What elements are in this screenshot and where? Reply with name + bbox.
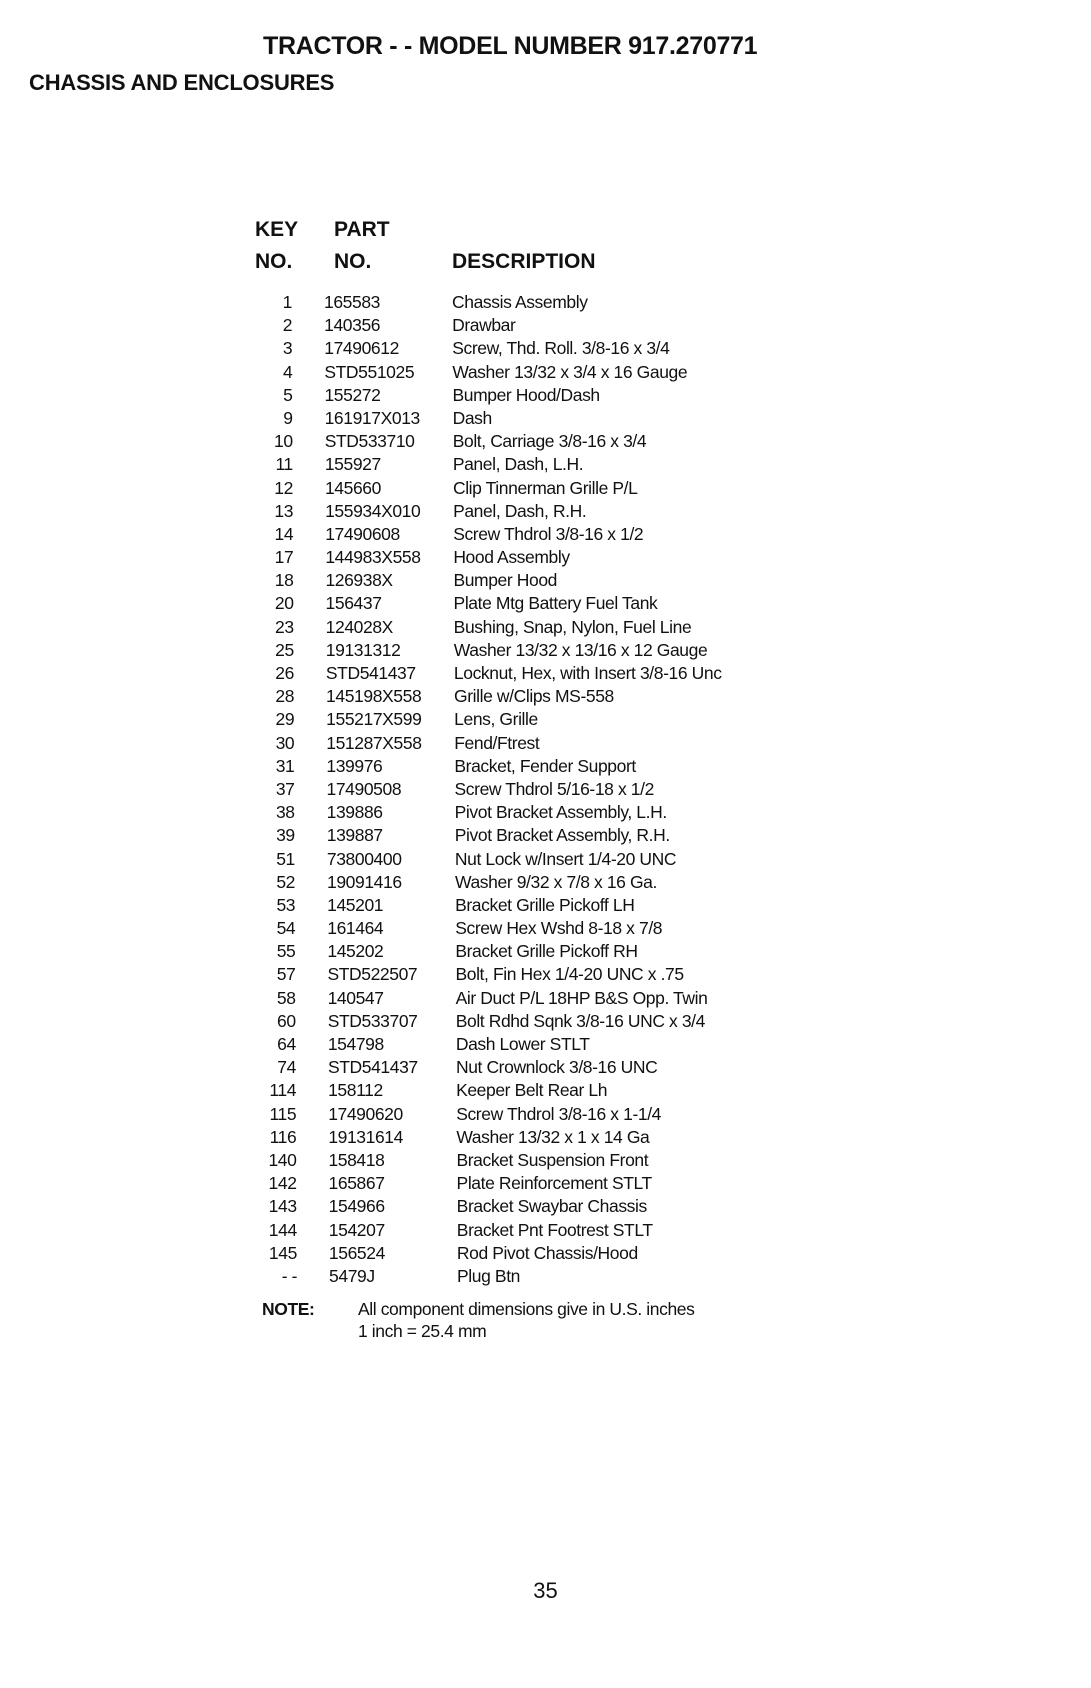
parts-row: [242, 663, 800, 686]
part-description: Bracket Grille Pickoff RH: [455, 941, 638, 962]
part-description: Bracket Pnt Footrest STLT: [456, 1219, 653, 1240]
parts-row: [243, 941, 800, 964]
key-number: 38: [275, 802, 295, 823]
key-number: 18: [274, 570, 294, 591]
part-number: 124028X: [325, 616, 393, 637]
key-number: 29: [275, 709, 295, 730]
part-number: 161464: [327, 918, 384, 939]
key-number: 52: [276, 871, 295, 892]
part-number: 19131614: [328, 1126, 403, 1147]
key-number: 145: [268, 1242, 297, 1263]
key-number: 14: [274, 523, 294, 544]
part-description: Nut Crownlock 3/8-16 UNC: [455, 1057, 658, 1078]
parts-row: [243, 849, 800, 872]
part-description: Hood Assembly: [453, 547, 570, 568]
part-description: Screw Thdrol 3/8-16 x 1/2: [453, 523, 644, 544]
parts-row: [243, 964, 800, 987]
part-number: 73800400: [326, 848, 402, 869]
part-number: 154966: [328, 1196, 385, 1217]
parts-row: [240, 315, 800, 338]
key-number: 60: [277, 1010, 296, 1031]
parts-row: [245, 1220, 800, 1243]
parts-row: [242, 709, 800, 732]
part-description: Panel, Dash, R.H.: [453, 500, 587, 521]
part-number: 145202: [327, 941, 384, 962]
key-number: 39: [276, 825, 295, 846]
part-description: Chassis Assembly: [452, 292, 588, 312]
page-title: TRACTOR - - MODEL NUMBER 917.270771: [263, 32, 758, 60]
parts-row: [244, 1150, 800, 1173]
part-number: 17490508: [326, 778, 402, 799]
parts-row: [242, 593, 800, 616]
part-description: Dash: [452, 407, 492, 428]
key-number: 23: [275, 616, 294, 637]
key-number: 11: [275, 454, 293, 475]
part-description: Plate Reinforcement STLT: [456, 1173, 652, 1194]
column-header-part-line1: PART: [334, 218, 390, 241]
parts-row: [242, 640, 800, 663]
part-description: Bolt, Carriage 3/8-16 x 3/4: [452, 431, 647, 452]
key-number: 1: [282, 292, 292, 312]
parts-row: [242, 686, 800, 709]
parts-row: [241, 570, 800, 593]
part-description: Screw Thdrol 3/8-16 x 1-1/4: [456, 1103, 662, 1124]
part-description: Grille w/Clips MS-558: [454, 686, 614, 707]
parts-row: [240, 292, 800, 315]
key-number: 10: [274, 431, 293, 452]
part-number: 145660: [324, 477, 381, 498]
part-description: Washer 13/32 x 13/16 x 12 Gauge: [453, 639, 708, 660]
part-number: STD533707: [327, 1010, 418, 1031]
part-number: 158112: [328, 1080, 383, 1101]
part-description: Pivot Bracket Assembly, L.H.: [454, 802, 667, 823]
key-number: 116: [269, 1126, 297, 1147]
part-number: 145201: [327, 894, 384, 915]
part-number: 155272: [324, 384, 381, 405]
key-number: 57: [276, 964, 296, 985]
key-number: 5: [283, 384, 293, 405]
parts-row: [244, 1104, 800, 1127]
parts-row: [241, 478, 800, 501]
part-number: 140356: [324, 315, 381, 336]
part-number: 144983X558: [325, 547, 421, 568]
key-number: 55: [276, 941, 296, 962]
part-description: Washer 9/32 x 7/8 x 16 Ga.: [455, 871, 657, 892]
section-title: CHASSIS AND ENCLOSURES: [29, 70, 335, 95]
part-description: Nut Lock w/Insert 1/4-20 UNC: [454, 848, 677, 869]
parts-row: [244, 1011, 800, 1034]
part-number: 17490620: [328, 1103, 403, 1124]
part-description: Keeper Belt Rear Lh: [456, 1080, 608, 1101]
part-number: 140547: [327, 987, 384, 1008]
part-number: 145198X558: [326, 686, 422, 707]
part-description: Air Duct P/L 18HP B&S Opp. Twin: [455, 987, 708, 1008]
parts-row: [242, 756, 800, 779]
parts-row: [244, 1034, 800, 1057]
parts-row: [243, 918, 800, 941]
part-number: 158418: [328, 1149, 385, 1170]
key-number: 58: [276, 987, 296, 1008]
part-number: 139976: [326, 755, 383, 776]
key-number: 20: [274, 593, 294, 614]
parts-row: [245, 1196, 800, 1219]
part-number: 19091416: [327, 871, 402, 892]
column-header-key-line2: NO.: [255, 250, 293, 273]
part-number: 154207: [328, 1219, 385, 1240]
key-number: 140: [268, 1149, 297, 1170]
parts-row: [245, 1266, 800, 1289]
part-description: Bracket Swaybar Chassis: [456, 1196, 647, 1217]
part-description: Drawbar: [452, 315, 516, 336]
part-number: 154798: [327, 1034, 384, 1054]
part-number: 156437: [325, 593, 382, 614]
part-number: 139887: [326, 825, 383, 846]
part-number: 19131312: [325, 639, 401, 660]
parts-row: [240, 338, 800, 361]
column-header-part-line2: NO.: [334, 250, 372, 273]
key-number: 25: [275, 639, 294, 660]
part-description: Washer 13/32 x 1 x 14 Ga: [456, 1126, 650, 1147]
key-number: 26: [275, 663, 294, 683]
note-label: NOTE:: [262, 1299, 315, 1319]
part-number: 155217X599: [326, 709, 422, 730]
column-header-description: DESCRIPTION: [452, 250, 596, 273]
parts-row: [240, 362, 800, 385]
part-description: Bolt, Fin Hex 1/4-20 UNC x .75: [455, 964, 684, 985]
part-description: Dash Lower STLT: [455, 1034, 590, 1054]
parts-row: [245, 1173, 800, 1196]
parts-row: [243, 895, 800, 918]
parts-row: [244, 1080, 800, 1103]
key-number: 13: [274, 500, 294, 521]
parts-row: [243, 825, 800, 848]
part-description: Panel, Dash, L.H.: [452, 454, 584, 475]
key-number: 143: [268, 1196, 297, 1217]
key-number: 28: [275, 686, 295, 707]
parts-row: [244, 1057, 800, 1080]
part-description: Screw Thdrol 5/16-18 x 1/2: [454, 778, 654, 799]
parts-row: [241, 524, 800, 547]
parts-row: [241, 431, 800, 454]
parts-row: [244, 988, 800, 1011]
key-number: 114: [269, 1080, 297, 1101]
part-description: Bushing, Snap, Nylon, Fuel Line: [453, 616, 692, 637]
part-number: 165583: [324, 292, 380, 312]
part-description: Fend/Ftrest: [454, 732, 540, 753]
column-header-key-line1: KEY: [255, 218, 299, 241]
part-description: Bolt Rdhd Sqnk 3/8-16 UNC x 3/4: [455, 1010, 705, 1031]
part-description: Bracket, Fender Support: [454, 755, 636, 776]
part-description: Screw, Thd. Roll. 3/8-16 x 3/4: [452, 338, 670, 359]
part-description: Locknut, Hex, with Insert 3/8-16 Unc: [453, 663, 722, 683]
part-number: 156524: [328, 1242, 385, 1263]
key-number: 17: [274, 547, 294, 568]
key-number: 64: [277, 1034, 296, 1054]
key-number: 9: [283, 407, 293, 428]
part-number: 17490608: [325, 523, 400, 544]
parts-row: [241, 408, 800, 431]
key-number: 144: [268, 1219, 297, 1240]
part-number: 17490612: [324, 338, 399, 359]
part-description: Bumper Hood: [453, 570, 558, 591]
key-number: 142: [268, 1173, 297, 1194]
parts-row: [244, 1127, 800, 1150]
part-number: 155927: [324, 454, 381, 475]
parts-list: [240, 292, 800, 1289]
key-number: 12: [274, 477, 293, 498]
note-line-1: All component dimensions give in U.S. inches: [358, 1299, 695, 1319]
parts-row: [241, 454, 800, 477]
key-number: - -: [281, 1265, 298, 1286]
key-number: 4: [283, 361, 293, 382]
parts-row: [242, 733, 800, 756]
page-number: 35: [533, 1578, 558, 1603]
parts-row: [240, 385, 800, 408]
key-number: 37: [275, 778, 295, 799]
key-number: 74: [277, 1057, 296, 1078]
key-number: 3: [282, 338, 293, 359]
parts-row: [245, 1243, 800, 1266]
part-number: 165867: [328, 1173, 385, 1194]
part-number: 155934X010: [325, 500, 421, 521]
key-number: 2: [282, 315, 293, 336]
parts-row: [243, 802, 800, 825]
parts-row: [241, 547, 800, 570]
key-number: 31: [275, 755, 295, 776]
key-number: 30: [275, 732, 295, 753]
part-number: STD533710: [324, 431, 415, 452]
key-number: 51: [276, 848, 295, 869]
part-number: 161917X013: [324, 407, 420, 428]
part-description: Clip Tinnerman Grille P/L: [452, 477, 638, 498]
part-number: 5479J: [329, 1265, 375, 1286]
note-line-2: 1 inch = 25.4 mm: [358, 1321, 487, 1341]
part-description: Washer 13/32 x 3/4 x 16 Gauge: [452, 361, 688, 382]
parts-row: [241, 501, 800, 524]
part-number: 139886: [326, 802, 383, 823]
parts-row: [243, 779, 800, 802]
parts-row: [242, 617, 800, 640]
part-number: STD541437: [325, 663, 416, 683]
part-number: STD541437: [327, 1057, 418, 1078]
parts-row: [243, 872, 800, 895]
key-number: 53: [276, 894, 296, 915]
part-description: Pivot Bracket Assembly, R.H.: [454, 825, 670, 846]
part-description: Plug Btn: [457, 1265, 520, 1286]
part-description: Bracket Suspension Front: [456, 1149, 649, 1170]
part-description: Screw Hex Wshd 8-18 x 7/8: [455, 918, 663, 939]
part-description: Plate Mtg Battery Fuel Tank: [453, 593, 658, 614]
part-number: 126938X: [325, 570, 393, 591]
part-description: Bracket Grille Pickoff LH: [455, 894, 635, 915]
part-description: Bumper Hood/Dash: [452, 384, 600, 405]
part-number: STD522507: [327, 964, 418, 985]
key-number: 115: [269, 1103, 297, 1124]
part-description: Lens, Grille: [454, 709, 538, 730]
key-number: 54: [276, 918, 296, 939]
part-description: Rod Pivot Chassis/Hood: [456, 1242, 638, 1263]
part-number: 151287X558: [326, 732, 422, 753]
part-number: STD551025: [324, 361, 415, 382]
